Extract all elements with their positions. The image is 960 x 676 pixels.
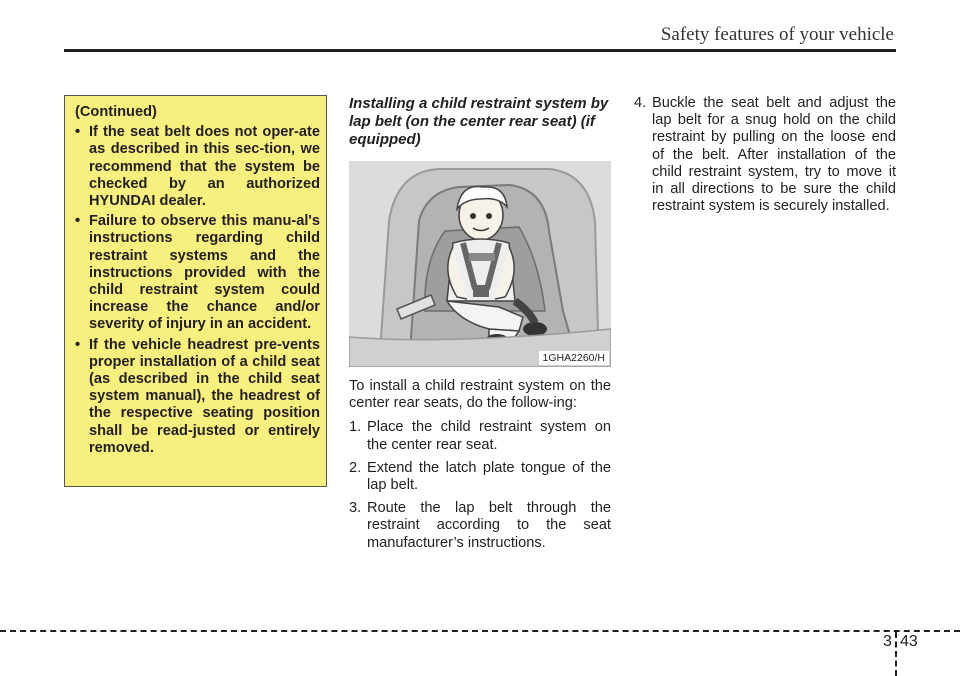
warning-item-text: If the vehicle headrest pre-vents proper installation of a child seat (as described in the child seat system manual), the headrest of the respective seating position shall be read-justed or entirely removed. [89, 336, 320, 456]
warning-box [64, 95, 327, 487]
page-number: 43 [900, 633, 918, 650]
header-rule [64, 49, 896, 52]
step-text: Place the child restraint system on the center rear seat. [367, 419, 611, 453]
warning-item [75, 337, 320, 457]
child-in-seat-icon [349, 161, 611, 367]
footer-divider [895, 632, 897, 676]
figure-code-label: 1GHA2260/H [539, 351, 609, 365]
warning-item-text: If the seat belt does not oper-ate as described in this sec-tion, we recommend that the system be checked by an authorized HYUNDAI dealer. [89, 124, 320, 210]
steps-list [349, 419, 611, 551]
list-item [349, 419, 611, 453]
step-number: 2. [349, 459, 362, 476]
warning-continued-label: (Continued) [75, 104, 157, 120]
bullet-icon: • [75, 124, 81, 141]
warning-item [75, 213, 320, 333]
bullet-icon: • [75, 213, 81, 230]
warning-item [75, 124, 320, 210]
warning-list [75, 124, 320, 457]
chapter-number: 3 [883, 633, 892, 650]
footer-rule [0, 630, 960, 632]
step-number: 1. [349, 419, 362, 436]
intro-paragraph: To install a child restraint system on the center rear seats, do the follow-ing: [349, 378, 611, 412]
step-text: Buckle the seat belt and adjust the lap belt for a snug hold on the child restraint by pulling on the loose end of the belt. After installation of the child restraint system, try to move it in all directions to be sure the child restraint system is securely installed. [652, 95, 896, 215]
right-column [634, 95, 896, 221]
step-number: 4. [634, 95, 647, 111]
list-item [349, 460, 611, 494]
middle-column [349, 95, 611, 558]
bullet-icon: • [75, 336, 81, 353]
step-text: Extend the latch plate tongue of the lap belt. [367, 459, 611, 494]
steps-list-continued [634, 95, 896, 215]
list-item [634, 95, 896, 215]
child-seat-illustration [349, 161, 611, 367]
section-heading: Installing a child restraint system by lap belt (on the center rear seat) (if equipped) [349, 95, 609, 148]
step-text: Route the lap belt through the restraint according to the seat manufacturer’s instructions. [367, 500, 611, 551]
warning-item-text: Failure to observe this manu-al's instructions regarding child restraint systems and the instructions provided with the child restraint system could increase the chance and/or severity of injury in an accident. [89, 213, 320, 333]
page-header-title: Safety features of your vehicle [660, 24, 894, 45]
list-item [349, 500, 611, 552]
step-number: 3. [349, 500, 362, 517]
